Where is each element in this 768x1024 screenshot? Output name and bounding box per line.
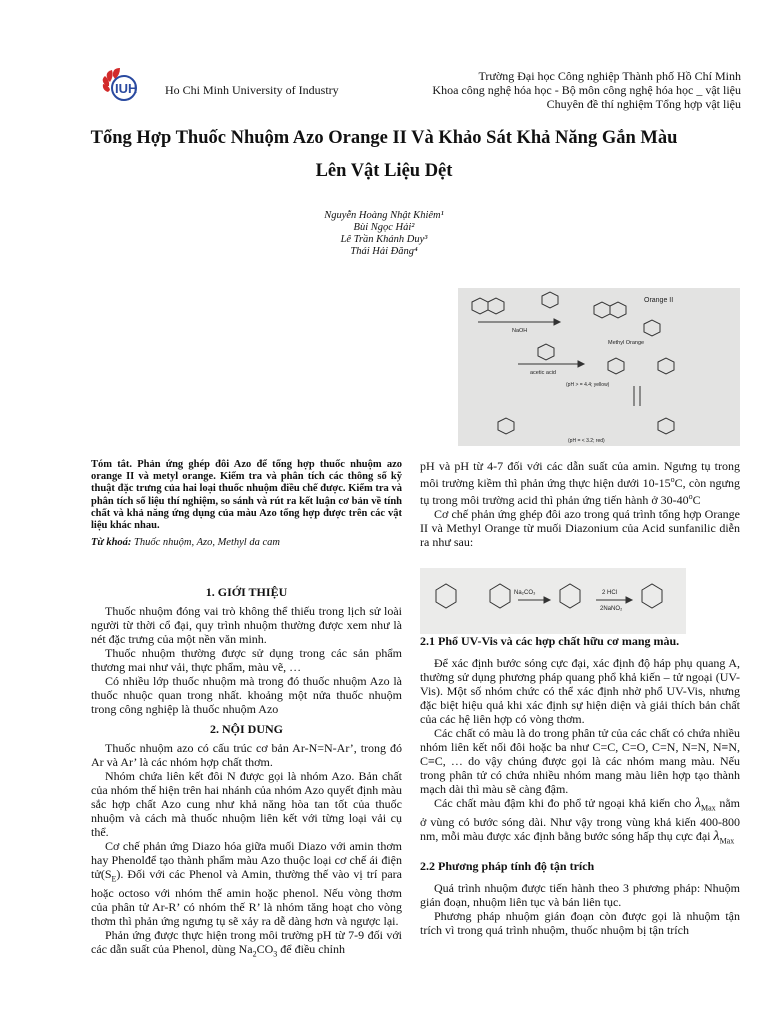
paragraph <box>91 839 402 928</box>
subsection-heading: 2.1 Phổ UV-Vis và các hợp chất hữu cơ mang màu. <box>420 634 680 648</box>
author: Thái Hải Đăng⁴ <box>350 246 418 257</box>
paragraph: Thuốc nhuộm đóng vai trò không thể thiếu trong lịch sử loài người từ thời cổ đại, quy trình nhuộm thường được xem như là nét đặc trưng của một nền văn minh. <box>91 604 402 646</box>
header-line: Trường Đại học Công nghiệp Thành phố Hồ Chí Minh <box>478 69 741 83</box>
superscript: o <box>670 475 675 484</box>
paragraph <box>420 459 740 507</box>
paragraph-text: nằm ở vùng có bước sóng dài. Như vậy trong vùng khả kiến 400-800 nm, mỗi màu được xác định bằng bước sóng hấp thụ cực đại <box>420 796 740 844</box>
subscript: 2 <box>252 949 257 959</box>
reaction-scheme-figure <box>458 288 740 446</box>
paragraph-text: C <box>692 493 701 507</box>
right-column-top <box>420 459 740 549</box>
header-line: Chuyên đề thí nghiệm Tổng hợp vật liệu <box>546 97 741 111</box>
paragraph: Thuốc nhuộm azo có cấu trúc cơ bản Ar-N=N-Ar’, trong đó Ar và Ar’ là các nhóm hợp chất thơm. <box>91 741 402 769</box>
keywords <box>91 536 402 550</box>
subsection-heading: 2.2 Phương pháp tính độ tận trích <box>420 858 595 873</box>
paragraph: Phương pháp nhuộm gián đoạn còn được gọi là nhuộm tận trích vì trong quá trình nhuộm, thuốc nhuộm bị tận trích <box>420 908 740 937</box>
paragraph: Thuốc nhuộm thường được sử dụng trong các sản phẩm thương mai như vải, thực phẩm, màu vẽ, … <box>91 646 402 674</box>
section-heading: 2. NỘI DUNG <box>209 722 283 736</box>
paragraph: Có nhiều lớp thuốc nhuộm mà trong đó thuốc nhuộm Azo là thuốc nhuộc quan trong nhất. khoảng một nửa thuốc nhuộm trong công nghiệp là thuốc nhuộm Azo <box>91 674 402 716</box>
author-list <box>234 210 534 258</box>
paragraph-text: C, còn ngưng tụ trong môi trường acid thì phản ứng tiến hành ở 30-40 <box>420 476 741 507</box>
paragraph-text: để điều chỉnh <box>277 942 345 957</box>
figure-label: (pH = < 3.2; red) <box>568 438 605 444</box>
superscript: o <box>688 492 693 501</box>
figure-label: 2NaNO₂ <box>600 606 623 612</box>
paper-title <box>60 122 708 188</box>
figure-label: Orange II <box>644 297 674 304</box>
diazotization-figure <box>420 568 686 634</box>
paragraph: Quá trình nhuộm được tiến hành theo 3 phương pháp: Nhuộm gián đoạn, nhuộm liên tục và bán liên tục. <box>420 880 740 909</box>
figure-label: Methyl Orange <box>608 340 645 346</box>
abstract: Tóm tắt. Phản ứng ghép đôi Azo để tổng hợp thuốc nhuộm azo orange II và metyl orange. Kiểm tra và phân tích các thông số kỹ thuật đặc trưng của hai loại thuốc nhuộm điều chế được. Kiểm tra và phân tích số liệu thí nghiệm, so sánh và rút ra kết luận cơ bản về tính chất và khả năng ứng dụng của màu Azo tổng hợp được trên các vật liệu khác nhau. <box>91 459 402 532</box>
lambda-symbol: λ <box>694 796 702 811</box>
figure-label: Na₂CO₃ <box>514 590 536 596</box>
paragraph-text: ). Đối với các Phenol và Amin, thường thế vào vị trí para hoặc octoso với nhóm thế amin hoặc phenol. Nếu vòng thơm của phân tử Ar-R’ có nhóm thế R’ là nhóm tăng hoạt cho vòng thơm thì phản ứng ngưng tụ sẽ xảy ra dễ dàng hơn và ngược lại. <box>91 867 402 929</box>
university-logo <box>100 66 146 104</box>
paragraph-text: pH và pH từ 4-7 đối với các dẫn suất của amin. Ngưng tụ trong môi trường kiềm thì phản ứng thực hiện dưới 10-15 <box>420 459 740 490</box>
subscript: 3 <box>273 949 278 959</box>
lambda-symbol: λ <box>713 829 720 845</box>
header-right-block <box>432 69 741 111</box>
paragraph: Để xác định bước sóng cực đại, xác định độ háp phụ quang A, thường sử dụng phương pháp quang phổ khả kiến – tử ngoại (UV-Vis). Một số nhóm chức có thể xác định nhờ phổ UV-Vis, nhưng đặc biệt hiệu quả khi xác định sự hiện diện và giải thích bản chất của các hệ liên hợp có vòng thơm. <box>420 656 740 726</box>
paragraph-text: CO <box>256 942 274 957</box>
paragraph-text: Cơ chế phản ứng Diazo hóa giữa muối Diazo với amin thơm hay Phenolđể tạo thành phẩm màu Azo thuộc loại cơ chế ái điện tử(S <box>91 839 402 881</box>
paragraph: Các chất có màu là do trong phân tử của các chất có chứa nhiều nhóm liên kết nối đôi hoặc ba như C=C, C=O, C=N, N=N, N≡N, C≡C, … do vậy chúng được gọi là các nhóm mang màu. Nếu trong phân tử có chứa nhiều nhóm mang màu liên hợp tạo thành mạch dài thì màu sẽ càng đậm. <box>420 726 740 796</box>
subscript: E <box>111 874 117 884</box>
subscript: Max <box>719 836 735 846</box>
author: Lê Trần Khánh Duy³ <box>340 234 428 245</box>
left-column <box>91 459 402 550</box>
figure-label: 2 HCl <box>602 590 618 596</box>
left-column-body <box>91 585 402 962</box>
paragraph-text: Phản ứng được thực hiện trong môi trường pH từ 7-9 đối với các dẫn suất của Phenol, dùng Na <box>91 928 402 957</box>
subscript: Max <box>701 803 716 813</box>
figure-label: NaOH <box>512 328 528 334</box>
paragraph <box>91 928 402 961</box>
figure-label: acetic acid <box>530 370 556 376</box>
right-column-body <box>420 634 740 937</box>
author: Bùi Ngọc Hải² <box>353 222 415 233</box>
header-line: Khoa công nghệ hóa học - Bộ môn công nghệ hóa học _ vật liệu <box>432 83 741 97</box>
paragraph: Cơ chế phản ứng ghép đôi azo trong quá trình tổng hợp Orange II và Methyl Orange từ muối Diazonium của Acid sunfanilic diễn ra như sau: <box>420 507 740 549</box>
title-line: Lên Vật Liệu Dệt <box>315 161 453 181</box>
keywords-label: Từ khoá: <box>91 537 132 549</box>
university-name-en: Ho Chi Minh University of Industry <box>165 83 339 97</box>
figure-label: (pH > = 4.4; yellow) <box>566 382 610 388</box>
keywords-text: Thuốc nhuộm, Azo, Methyl da cam <box>131 537 280 549</box>
paragraph-text: Các chất màu đậm khi đo phổ tử ngoại khả kiến cho <box>434 796 695 810</box>
paragraph <box>420 796 740 849</box>
author: Nguyễn Hoàng Nhật Khiêm¹ <box>324 210 444 221</box>
logo-text: IUH <box>115 81 138 96</box>
title-line: Tổng Hợp Thuốc Nhuộm Azo Orange II Và Khảo Sát Khả Năng Gắn Màu <box>90 128 678 148</box>
paragraph: Nhóm chứa liên kết đôi N được gọi là nhóm Azo. Bản chất của nhóm thế hiện trên hai nhánh của nhóm Azo quyết định màu sắc hợp chất Azo cung như khả năng hòa tan tốt của thuốc nhuộm và cách mà thuốc nhuộm liên kết với từng loại vải cụ thể. <box>91 769 402 839</box>
section-heading: 1. GIỚI THIỆU <box>205 585 288 599</box>
